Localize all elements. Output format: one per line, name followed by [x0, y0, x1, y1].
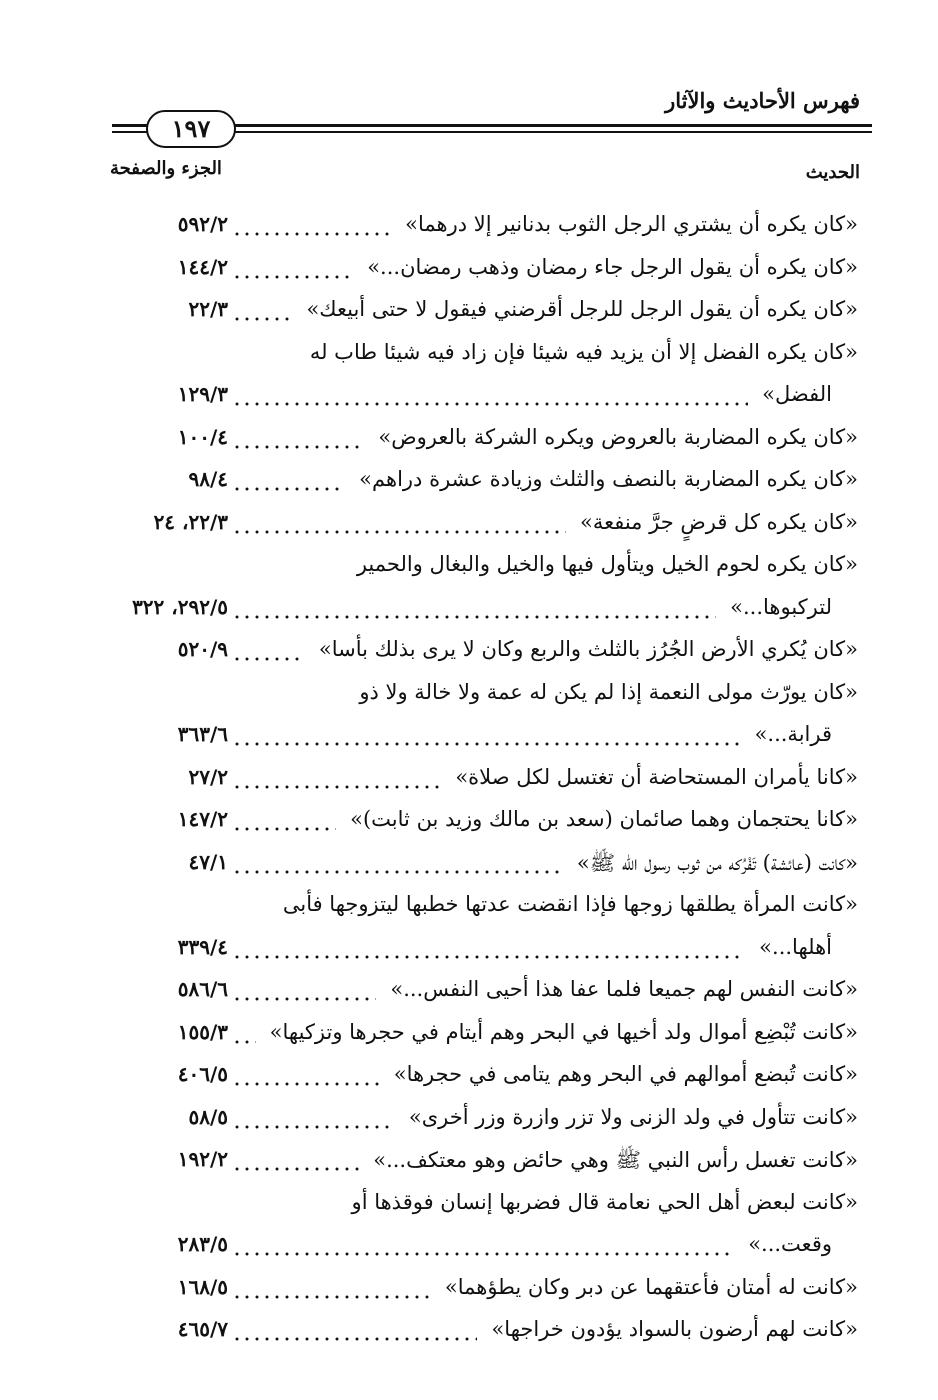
dot-leader [232, 657, 305, 661]
entry-volume-page: ٤٧/١ [188, 849, 228, 874]
index-entry [0, 340, 938, 380]
entry-text: لتركبوها...» [730, 594, 832, 619]
index-entry [0, 467, 938, 507]
index-entry [0, 212, 938, 252]
entry-text: «كانت (عائشة) تَفْرُكه من ثوب رسول الله ﷺ» [576, 850, 858, 875]
dot-leader [232, 232, 391, 236]
entry-volume-page: ١٢٩/٣ [177, 382, 228, 406]
entry-volume-page: ٢٨٣/٥ [177, 1232, 228, 1256]
entry-volume-page: ٥٨/٥ [188, 1104, 228, 1129]
index-entry [0, 1147, 938, 1187]
entry-text: «كان يكره أن يقول الرجل للرجل أقرضني فيقول لا حتى أبيعك» [306, 297, 858, 321]
dot-leader [232, 317, 292, 321]
index-entry [0, 637, 938, 677]
entry-text: «كانت تُبْضِع أموال ولد أخيها في البحر وهم أيتام في حجرها وتزكيها» [269, 1019, 858, 1044]
entry-text: «كانت تُبضع أموالهم في البحر وهم يتامى في حجرها» [393, 1062, 858, 1086]
dot-leader [232, 275, 353, 279]
entry-volume-page: ٢٧/٢ [188, 764, 228, 789]
dot-leader [232, 1167, 359, 1171]
entry-volume-page: ٢٢/٣ [188, 297, 228, 321]
entry-text: «كانت لهم أرضون بالسواد يؤدون خراجها» [491, 1317, 858, 1341]
index-entry [0, 850, 938, 890]
dot-leader [232, 445, 364, 449]
index-entry [0, 977, 938, 1017]
index-entry [0, 765, 938, 805]
index-entry [0, 892, 938, 932]
dot-leader [232, 1337, 477, 1341]
index-entry [0, 680, 938, 720]
entry-volume-page: ١٩٢/٢ [177, 1147, 228, 1171]
dot-leader [232, 785, 441, 789]
index-entry [0, 552, 938, 592]
entry-volume-page: ٥٩٢/٢ [177, 212, 228, 236]
dot-leader [232, 615, 716, 619]
entry-text: «كان يكره المضاربة بالعروض ويكره الشركة بالعروض» [378, 424, 858, 449]
entry-text: أهلها...» [759, 934, 832, 959]
entry-text: «كانا يحتجمان وهما صائمان (سعد بن مالك وزيد بن ثابت)» [350, 807, 858, 831]
index-entry [0, 1062, 938, 1102]
entry-text: «كان يكره لحوم الخيل ويتأول فيها والخيل والبغال والحمير [356, 552, 858, 576]
index-entry [0, 1275, 938, 1315]
entry-text: «كانت النفس لهم جميعا فلما عفا هذا أحيى النفس...» [390, 977, 858, 1001]
entry-text: «كانت لبعض أهل الحي نعامة قال فضربها إنسان فوقذها أو [351, 1189, 858, 1214]
index-entry [0, 1232, 938, 1272]
entry-text: «كانت تتأول في ولد الزنى ولا تزر وازرة وزر أخرى» [408, 1104, 858, 1129]
dot-leader [232, 955, 745, 959]
entry-volume-page: ٥٨٦/٦ [177, 977, 228, 1001]
entry-text: قرابة...» [754, 722, 832, 746]
index-entry [0, 297, 938, 337]
entry-volume-page: ٣٦٣/٦ [177, 722, 228, 746]
entry-volume-page: ٣٣٩/٤ [177, 934, 228, 959]
entry-volume-page: ١٠٠/٤ [177, 424, 228, 449]
index-entry [0, 425, 938, 465]
index-entry [0, 1020, 938, 1060]
entry-volume-page: ٢٢/٣، ٢٤ [153, 509, 228, 534]
dot-leader [232, 1252, 734, 1256]
entry-volume-page: ١٦٨/٥ [177, 1274, 228, 1299]
entry-volume-page: ٤٦٥/٧ [177, 1317, 228, 1341]
index-entry [0, 1317, 938, 1357]
index-entry [0, 935, 938, 975]
dot-leader [232, 1125, 395, 1129]
entry-volume-page: ٩٨/٤ [188, 467, 228, 491]
dot-leader [232, 487, 345, 491]
entry-text: «كان يكره أن يقول الرجل جاء رمضان وذهب رمضان...» [367, 254, 858, 279]
index-entry [0, 1190, 938, 1230]
entry-text: الفضل» [762, 382, 832, 406]
dot-leader [232, 402, 748, 406]
entry-text: «كان يكره أن يشتري الرجل الثوب بدنانير إلا درهما» [405, 212, 858, 236]
entry-volume-page: ١٤٧/٢ [177, 807, 228, 831]
entry-volume-page: ٥٢٠/٩ [177, 637, 228, 661]
entry-text: «كان يورّث مولى النعمة إذا لم يكن له عمة ولا خالة ولا ذو [359, 679, 858, 704]
entry-volume-page: ١٥٥/٣ [177, 1019, 228, 1044]
index-entry [0, 595, 938, 635]
entry-text: «كانت له أمتان فأعتقهما عن دبر وكان يطؤهما» [444, 1274, 858, 1299]
index-entry [0, 722, 938, 762]
dot-leader [232, 870, 563, 874]
entry-volume-page: ٢٩٢/٥، ٣٢٢ [132, 594, 228, 619]
entry-volume-page: ٤٠٦/٥ [177, 1062, 228, 1086]
dot-leader [232, 827, 336, 831]
dot-leader [232, 1040, 256, 1044]
entry-text: «كان يكره الفضل إلا أن يزيد فيه شيئا فإن زاد فيه شيئا طاب له [309, 339, 858, 364]
entry-text: «كانت تغسل رأس النبي ﷺ وهي حائض وهو معتكف...» [373, 1148, 858, 1172]
dot-leader [232, 1082, 380, 1086]
column-heading-hadith: الحديث [805, 162, 860, 183]
index-entry [0, 255, 938, 295]
entry-volume-page: ١٤٤/٢ [177, 254, 228, 279]
index-entry [0, 1105, 938, 1145]
dot-leader [232, 1295, 431, 1299]
index-entry [0, 807, 938, 847]
index-entry [0, 382, 938, 422]
dot-leader [232, 742, 741, 746]
entry-text: وقعت...» [748, 1232, 832, 1256]
dot-leader [232, 530, 566, 534]
entry-text: «كانا يأمران المستحاضة أن تغتسل لكل صلاة» [455, 764, 858, 789]
entry-text: «كان يُكري الأرض الجُرُز بالثلث والربع وكان لا يرى بذلك بأسا» [318, 637, 858, 661]
page-number: ١٩٧ [146, 110, 236, 148]
index-entry [0, 510, 938, 550]
entry-text: «كانت المرأة يطلقها زوجها فإذا انقضت عدتها خطبها ليتزوجها فأبى [282, 892, 858, 916]
entry-text: «كان يكره المضاربة بالنصف والثلث وزيادة عشرة دراهم» [359, 467, 858, 491]
entry-text: «كان يكره كل قرضٍ جرَّ منفعة» [579, 509, 858, 534]
column-heading-volume-page: الجزء والصفحة [110, 158, 222, 179]
index-title: فهرس الأحاديث والآثار [665, 88, 860, 113]
dot-leader [232, 997, 376, 1001]
